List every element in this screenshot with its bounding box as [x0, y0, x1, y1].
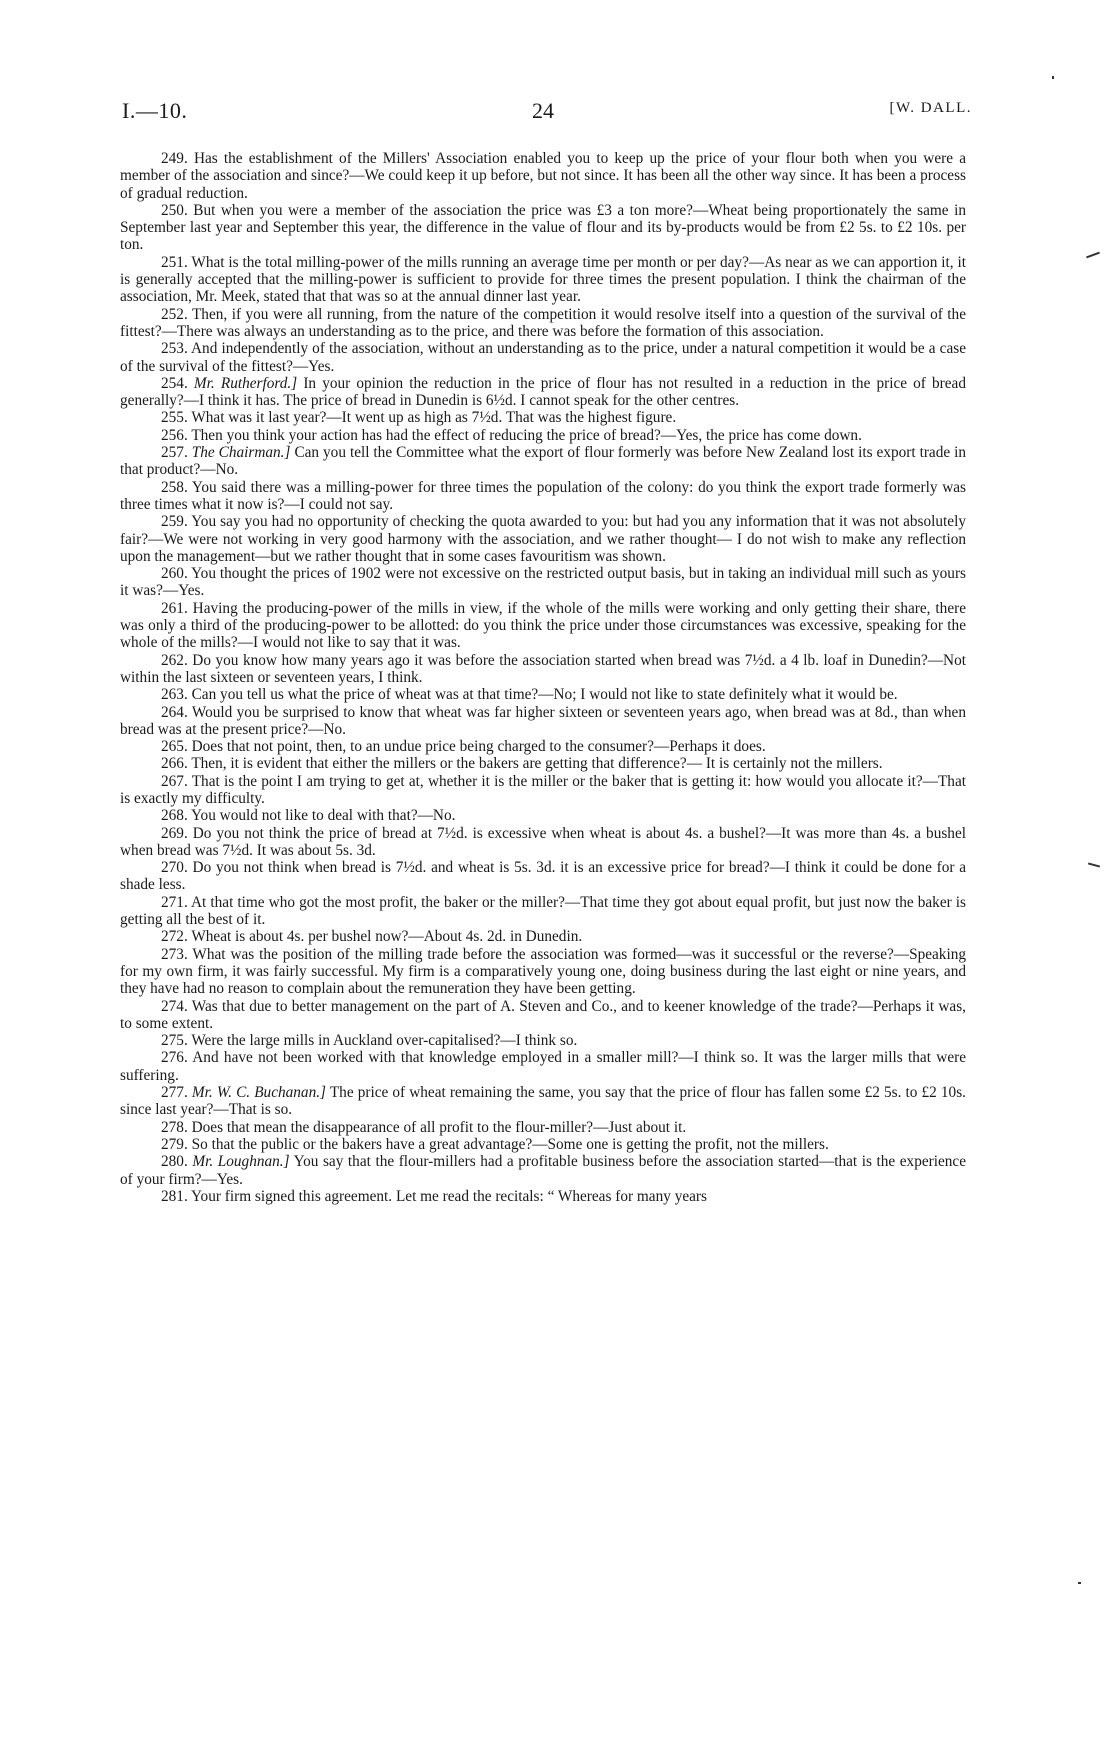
question-261 — [120, 600, 966, 652]
question-number: 280 — [161, 1153, 184, 1171]
document-reference: I.—10. — [122, 98, 188, 123]
question-text: In your opinion the reduction in the price of flour has not resulted in a reduction in the price of bread generally?—I think it has. The price of bread in Dunedin is 6½d. I cannot speak for the other centres. — [120, 374, 966, 410]
question-274 — [120, 998, 966, 1033]
question-249 — [120, 150, 966, 202]
question-264 — [120, 704, 966, 739]
question-271 — [120, 894, 966, 929]
question-text: 265. Does that not point, then, to an undue price being charged to the consumer?—Perhaps it does. — [161, 738, 766, 756]
page-header — [122, 98, 972, 132]
question-text: 266. Then, it is evident that either the millers or the bakers are getting that difference?— It is certainly not the millers. — [161, 755, 883, 773]
question-270 — [120, 859, 966, 894]
scan-mark — [1086, 252, 1100, 259]
testimony-body — [120, 150, 966, 1205]
question-text: 264. Would you be surprised to know that wheat was far higher sixteen or seventeen years ago, when bread was at 8d., than when bread was at the present price?—No. — [120, 703, 966, 738]
question-text: 261. Having the producing-power of the mills in view, if the whole of the mills were working and only getting their share, there was only a third of the producing-power to be allotted: do you think the price under those circumstances was excessive, speaking for the whole of the mills?—I would not like to say that it was. — [120, 599, 966, 652]
question-text: 258. You said there was a milling-power for three times the population of the colony: do you think the export trade formerly was three times what it now is?—I could not say. — [120, 478, 966, 513]
question-257: 257. The Chairman.] Can you tell the Committee what the export of flour formerly was before New Zealand lost its export trade in that product?—No. — [120, 444, 967, 479]
speaker-name: Mr. Rutherford.] — [193, 374, 298, 392]
scan-mark — [1078, 1582, 1081, 1584]
question-text: 270. Do you not think when bread is 7½d. and wheat is 5s. 3d. it is an excessive price for bread?—I think it could be done for a shade less. — [120, 859, 966, 894]
question-266 — [120, 755, 966, 772]
scan-mark — [1052, 76, 1054, 79]
question-text: 276. And have not been worked with that knowledge employed in a smaller mill?—I think so. It was the larger mills that were suffering. — [120, 1049, 966, 1084]
question-text: 274. Was that due to better management on the part of A. Steven and Co., and to keener knowledge of the trade?—Perhaps it was, to some extent. — [120, 997, 966, 1032]
question-280: 280. Mr. Loughnan.] You say that the flour-millers had a profitable business before the association started—that is the experience of your firm?—Yes. — [120, 1153, 966, 1188]
question-258 — [120, 479, 966, 514]
question-text: Can you tell the Committee what the export of flour formerly was before New Zealand lost its export trade in that product?—No. — [120, 444, 967, 479]
question-text: 281. Your firm signed this agreement. Let me read the recitals: “ Whereas for many years — [161, 1187, 707, 1205]
question-text: 263. Can you tell us what the price of wheat was at that time?—No; I would not like to state definitely what it would be. — [161, 686, 898, 704]
question-text: 268. You would not like to deal with that?—No. — [161, 807, 456, 825]
question-254: 254. Mr. Rutherford.] In your opinion the reduction in the price of flour has not resulted in a reduction in the price of bread generally?—I think it has. The price of bread in Dunedin is 6½d. I cannot speak for the other centres. — [120, 374, 966, 410]
question-265 — [120, 738, 966, 755]
speaker-name: Mr. Loughnan.] — [192, 1153, 290, 1171]
question-255 — [120, 409, 966, 426]
speaker-name: Mr. W. C. Buchanan.] — [191, 1084, 326, 1102]
question-251 — [120, 254, 966, 306]
question-text: 252. Then, if you were all running, from the nature of the competition it would resolve itself into a question of the survival of the fittest?—There was always an understanding as to the price, and there was before the formation of this association. — [120, 305, 966, 340]
question-text: The price of wheat remaining the same, you say that the price of flour has fallen some £2 5s. to £2 10s. since last year?—That is so. — [120, 1084, 966, 1119]
question-text: 260. You thought the prices of 1902 were not excessive on the restricted output basis, but in taking an individual mill such as yours it was?—Yes. — [120, 565, 966, 600]
question-263 — [120, 686, 966, 703]
question-text: 250. But when you were a member of the association the price was £3 a ton more?—Wheat being proportionately the same in September last year and September this year, the difference in the value of flour and its by-products would be from £2 5s. to £2 10s. per ton. — [120, 201, 966, 254]
question-278 — [120, 1119, 966, 1136]
question-262 — [120, 652, 966, 687]
question-text: 251. What is the total milling-power of the mills running an average time per month or per day?—As near as we can apportion it, it is generally accepted that the milling-power is sufficient to provide for three times the present population. I think the chairman of the association, Mr. Meek, stated that that was so at the annual dinner last year. — [120, 253, 966, 306]
question-number: 277 — [161, 1084, 184, 1102]
question-text: 267. That is the point I am trying to get at, whether it is the miller or the baker that is getting it: how would you allocate it?—That is exactly my difficulty. — [120, 772, 966, 807]
question-253 — [120, 340, 966, 375]
question-259 — [120, 513, 966, 565]
question-text: 253. And independently of the association, without an understanding as to the price, under a natural competition it would be a case of the survival of the fittest?—Yes. — [120, 340, 966, 375]
question-text: 279. So that the public or the bakers have a great advantage?—Some one is getting the profit, not the millers. — [161, 1135, 829, 1153]
question-281 — [120, 1188, 966, 1205]
question-256 — [120, 427, 966, 444]
question-273 — [120, 946, 966, 998]
question-text: 272. Wheat is about 4s. per bushel now?—About 4s. 2d. in Dunedin. — [161, 928, 583, 946]
question-text: 255. What was it last year?—It went up as high as 7½d. That was the highest figure. — [161, 409, 677, 427]
question-text: 271. At that time who got the most profit, the baker or the miller?—That time they got about equal profit, but just now the baker is getting all the best of it. — [120, 893, 966, 929]
question-275 — [120, 1032, 966, 1049]
question-276 — [120, 1049, 966, 1084]
question-272 — [120, 928, 966, 945]
question-text: 259. You say you had no opportunity of checking the quota awarded to you: but had you any information that it was not absolutely fair?—We were not working in very good harmony with the association, and we rather thought— I do not wish to make any reflection upon the management—but we rather thought that in some cases favouritism was shown. — [120, 513, 966, 565]
question-text: 273. What was the position of the milling trade before the association was formed—was it successful or the reverse?—Speaking for my own firm, it was fairly successful. My firm is a comparatively young one, doing business during the last eight or nine years, and they have had no reason to complain about the remuneration they have been getting. — [120, 945, 966, 998]
question-number: 254 — [161, 374, 184, 392]
witness-name: [W. DALL. — [889, 100, 972, 116]
scan-mark — [1088, 862, 1100, 867]
question-279 — [120, 1136, 966, 1153]
question-277: 277. Mr. W. C. Buchanan.] The price of wheat remaining the same, you say that the price of flour has fallen some £2 5s. to £2 10s. since last year?—That is so. — [120, 1084, 966, 1119]
question-text: 269. Do you not think the price of bread at 7½d. is excessive when wheat is about 4s. a bushel?—It was more than 4s. a bushel when bread was 7½d. It was about 5s. 3d. — [120, 824, 966, 859]
question-text: 249. Has the establishment of the Millers' Association enabled you to keep up the price of your flour both when you were a member of the association and since?—We could keep it up before, but not since. It has been all the other way since. It has been a process of gradual reduction. — [120, 150, 966, 202]
question-268 — [120, 807, 966, 824]
question-267 — [120, 773, 966, 808]
question-text: 278. Does that mean the disappearance of all profit to the flour-miller?—Just about it. — [161, 1118, 687, 1136]
question-text: 256. Then you think your action has had the effect of reducing the price of bread?—Yes, the price has come down. — [161, 426, 862, 444]
speaker-name: The Chairman.] — [191, 444, 291, 462]
question-250 — [120, 202, 966, 254]
question-number: 257 — [161, 444, 184, 462]
question-252 — [120, 306, 966, 341]
question-text: 275. Were the large mills in Auckland over-capitalised?—I think so. — [161, 1032, 578, 1050]
page-number: 24 — [532, 98, 554, 123]
question-text: 262. Do you know how many years ago it was before the association started when bread was 7½d. a 4 lb. loaf in Dunedin?—Not within the last sixteen or seventeen years, I think. — [120, 651, 966, 686]
question-260 — [120, 565, 966, 600]
question-text: You say that the flour-millers had a profitable business before the association started—that is the experience of your firm?—Yes. — [120, 1153, 966, 1188]
question-269 — [120, 825, 966, 860]
